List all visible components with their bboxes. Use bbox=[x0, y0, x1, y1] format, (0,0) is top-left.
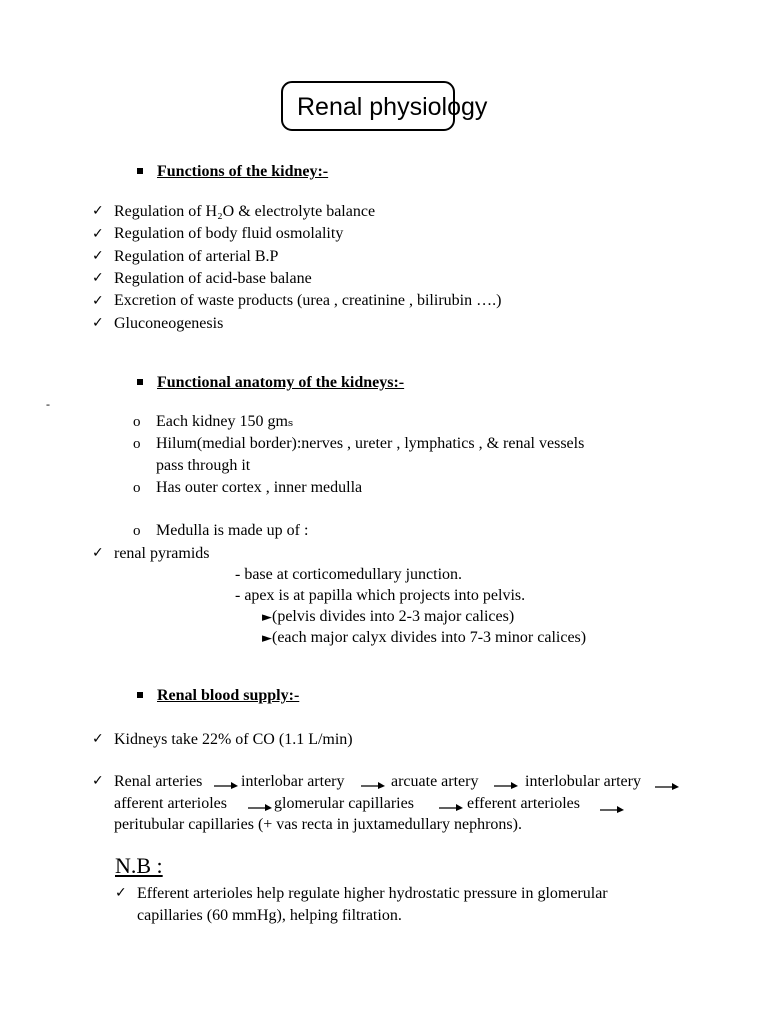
pyramids-label: renal pyramids bbox=[114, 545, 210, 562]
arrow-right-icon bbox=[655, 780, 679, 790]
list-item: Gluconeogenesis bbox=[114, 315, 224, 332]
list-item: Kidneys take 22% of CO (1.1 L/min) bbox=[114, 731, 353, 748]
checkmark-icon: ✓ bbox=[92, 545, 104, 561]
checkmark-icon: ✓ bbox=[115, 885, 127, 901]
arrow-right-icon bbox=[439, 801, 463, 811]
arrow-right-icon bbox=[214, 779, 238, 789]
page-title: Renal physiology bbox=[297, 93, 488, 121]
flow-efferent: efferent arterioles bbox=[467, 795, 580, 812]
section-heading-blood-supply: Renal blood supply:- bbox=[157, 687, 300, 704]
triangle-bullet-icon: ► bbox=[262, 631, 272, 646]
list-item-continuation: pass through it bbox=[156, 457, 251, 474]
checkmark-icon: ✓ bbox=[92, 293, 104, 309]
list-item: Hilum(medial border):nerves , ureter , lymphatics , & renal vessels bbox=[156, 435, 585, 452]
list-item: Regulation of H₂O & electrolyte balance bbox=[114, 203, 376, 220]
bullet-circle-icon: o bbox=[133, 523, 141, 539]
list-item: Excretion of waste products (urea , creatinine , bilirubin ….) bbox=[114, 292, 502, 309]
pyramids-subdetail: ►(pelvis divides into 2-3 major calices) bbox=[262, 608, 515, 625]
nb-text: capillaries (60 mmHg), helping filtration. bbox=[137, 907, 402, 924]
checkmark-icon: ✓ bbox=[92, 731, 104, 747]
nb-label: N.B : bbox=[115, 853, 163, 878]
list-item: Regulation of arterial B.P bbox=[114, 248, 279, 265]
checkmark-icon: ✓ bbox=[92, 315, 104, 331]
arrow-right-icon bbox=[600, 803, 624, 813]
list-item: Regulation of body fluid osmolality bbox=[114, 225, 344, 242]
arrow-right-icon bbox=[361, 779, 385, 789]
checkmark-icon: ✓ bbox=[92, 226, 104, 242]
triangle-bullet-icon: ► bbox=[262, 610, 272, 625]
list-item: Each kidney 150 gmₛ bbox=[156, 413, 294, 430]
bullet-circle-icon: o bbox=[133, 480, 141, 496]
pyramids-detail: - apex is at papilla which projects into pelvis. bbox=[235, 587, 526, 604]
arrow-right-icon bbox=[494, 779, 518, 789]
checkmark-icon: ✓ bbox=[92, 203, 104, 219]
stray-dash: - bbox=[46, 397, 50, 411]
flow-interlobular: interlobular artery bbox=[525, 773, 641, 790]
bullet-square-icon bbox=[137, 168, 143, 174]
flow-peritubular: peritubular capillaries (+ vas recta in juxtamedullary nephrons). bbox=[114, 816, 522, 833]
flow-interlobar: interlobar artery bbox=[241, 773, 345, 790]
flow-renal-arteries: Renal arteries bbox=[114, 773, 203, 790]
section-heading-anatomy: Functional anatomy of the kidneys:- bbox=[157, 374, 405, 391]
checkmark-icon: ✓ bbox=[92, 248, 104, 264]
arrow-right-icon bbox=[248, 801, 272, 811]
bullet-square-icon bbox=[137, 379, 143, 385]
section-heading-functions: Functions of the kidney:- bbox=[157, 163, 329, 180]
flow-afferent: afferent arterioles bbox=[114, 795, 227, 812]
pyramids-subdetail: ►(each major calyx divides into 7-3 minor calices) bbox=[262, 629, 587, 646]
checkmark-icon: ✓ bbox=[92, 773, 104, 789]
flow-arcuate: arcuate artery bbox=[391, 773, 479, 790]
flow-glomerular: glomerular capillaries bbox=[274, 795, 414, 812]
list-item: Regulation of acid-base balane bbox=[114, 270, 312, 287]
checkmark-icon: ✓ bbox=[92, 270, 104, 286]
nb-text: Efferent arterioles help regulate higher hydrostatic pressure in glomerular bbox=[137, 885, 608, 902]
list-item: Has outer cortex , inner medulla bbox=[156, 479, 363, 496]
bullet-circle-icon: o bbox=[133, 414, 141, 430]
list-item: Medulla is made up of : bbox=[156, 522, 309, 539]
bullet-circle-icon: o bbox=[133, 436, 141, 452]
pyramids-detail: - base at corticomedullary junction. bbox=[235, 566, 463, 583]
bullet-square-icon bbox=[137, 692, 143, 698]
